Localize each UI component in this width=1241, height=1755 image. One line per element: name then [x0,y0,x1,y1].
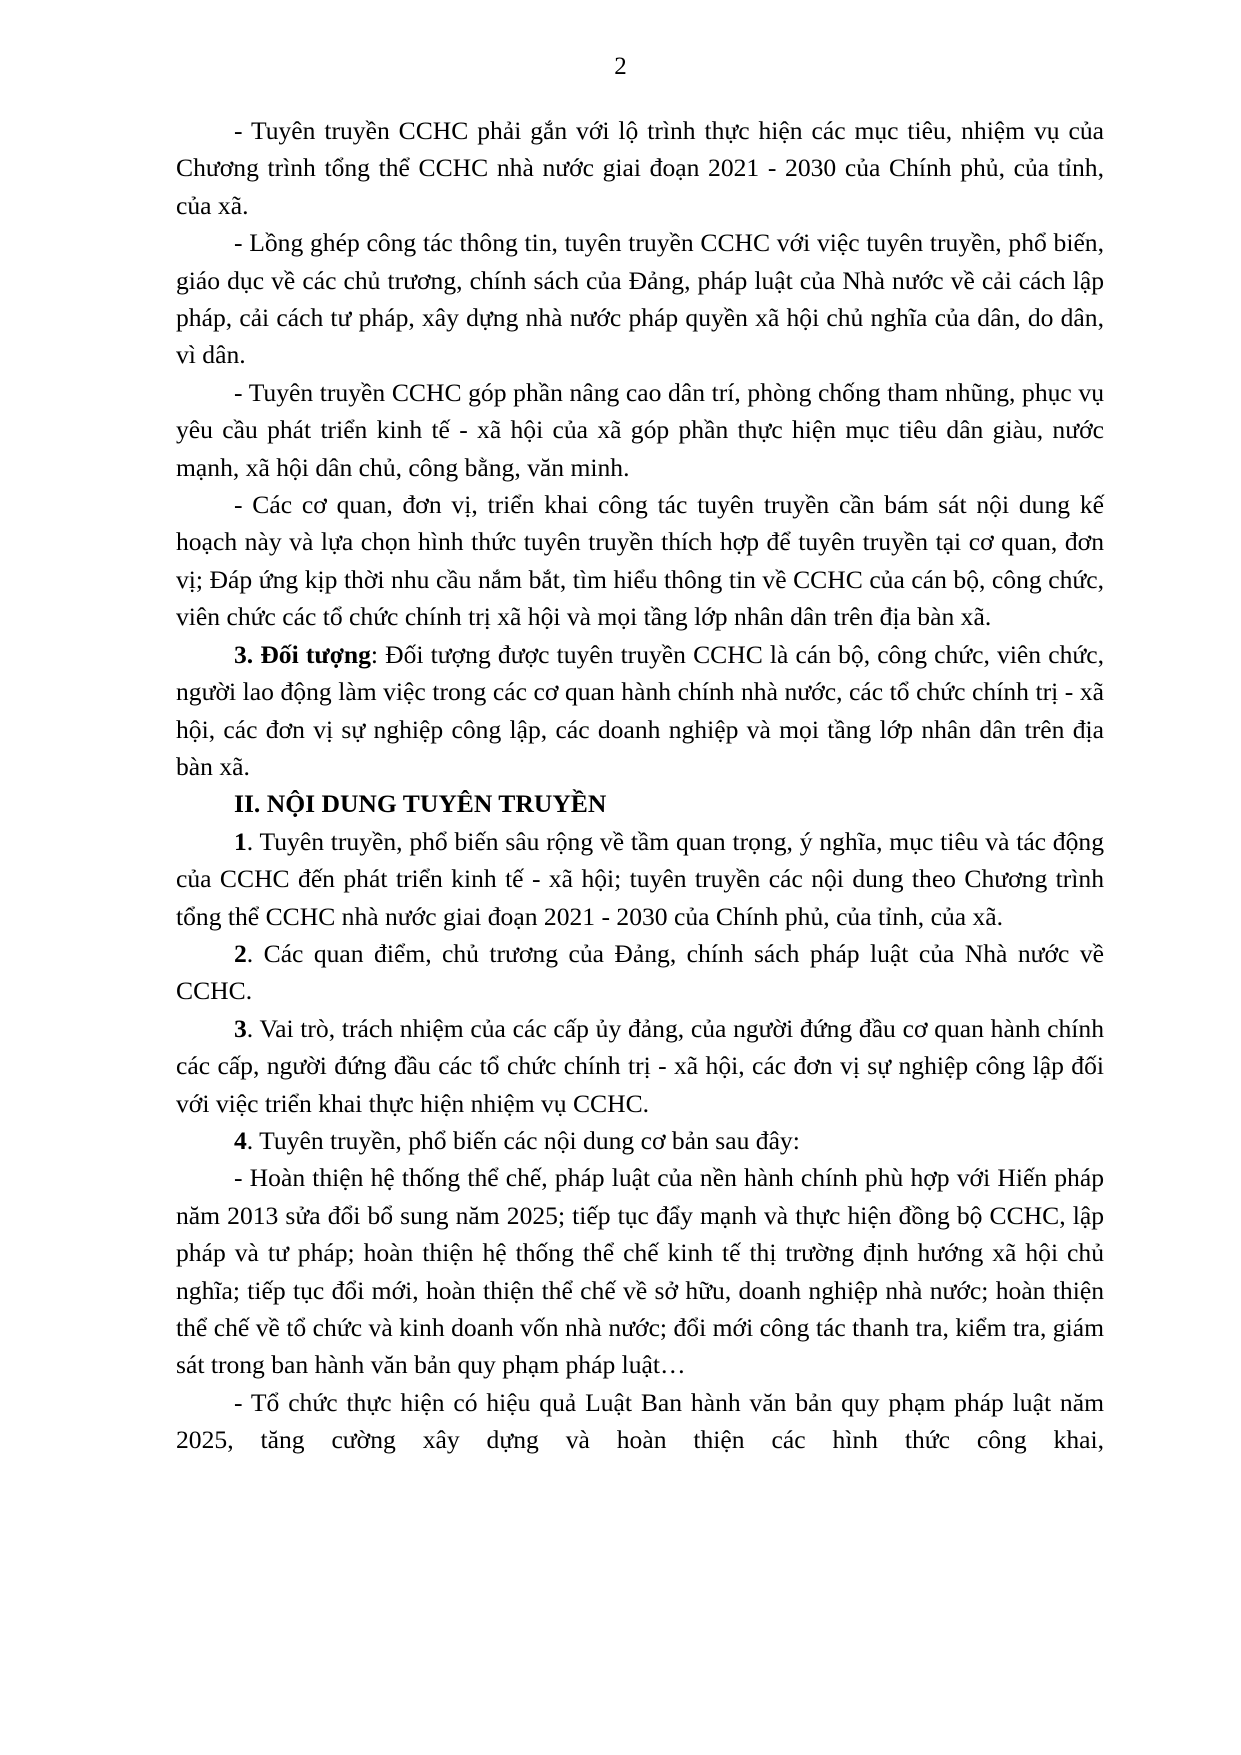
item-number: 1 [234,826,247,856]
numbered-item [176,823,1104,935]
paragraph: - Lồng ghép công tác thông tin, tuyên truyền CCHC với việc tuyên truyền, phổ biến, giáo dục về các chủ trương, chính sách của Đảng, pháp luật của Nhà nước về cải cách lập pháp, cải cách tư pháp, xây dựng nhà nước pháp quyền xã hội chủ nghĩa của dân, do dân, vì dân. [176,228,1104,370]
paragraph: - Các cơ quan, đơn vị, triển khai công tác tuyên truyền cần bám sát nội dung kế hoạch này và lựa chọn hình thức tuyên truyền thích hợp để tuyên truyền tại cơ quan, đơn vị; Đáp ứng kịp thời nhu cầu nắm bắt, tìm hiểu thông tin về CCHC của cán bộ, công chức, viên chức các tổ chức chính trị xã hội và mọi tầng lớp nhân dân trên địa bàn xã. [176,490,1104,632]
paragraph-text: : Đối tượng được tuyên truyền CCHC là cán bộ, công chức, viên chức, người lao động làm việc trong các cơ quan hành chính nhà nước, các tổ chức chính trị - xã hội, các đơn vị sự nghiệp công lập, các doanh nghiệp và mọi tầng lớp nhân dân trên địa bàn xã. [176,639,1104,781]
numbered-item [176,1010,1104,1122]
item-text: . Tuyên truyền, phổ biến sâu rộng về tầm quan trọng, ý nghĩa, mục tiêu và tác động của CCHC đến phát triển kinh tế - xã hội; tuyên truyền các nội dung theo Chương trình tổng thể CCHC nhà nước giai đoạn 2021 - 2030 của Chính phủ, của tỉnh, của xã. [176,826,1104,931]
page-number: 2 [614,53,627,80]
section-heading: II. NỘI DUNG TUYÊN TRUYỀN [234,789,607,819]
paragraph: - Tuyên truyền CCHC góp phần nâng cao dân trí, phòng chống tham nhũng, phục vụ yêu cầu phát triển kinh tế - xã hội của xã góp phần thực hiện mục tiêu dân giàu, nước mạnh, xã hội dân chủ, công bằng, văn minh. [176,377,1104,482]
item-number: 2 [234,938,247,968]
paragraph-target-audience [176,636,1104,786]
item-text: . Tuyên truyền, phổ biến các nội dung cơ bản sau đây: [246,1125,800,1155]
item-text: . Các quan điểm, chủ trương của Đảng, chính sách pháp luật của Nhà nước về CCHC. [176,938,1104,1006]
item-number: 3 [234,1013,247,1043]
item-text: . Vai trò, trách nhiệm của các cấp ủy đảng, của người đứng đầu cơ quan hành chính các cấp, người đứng đầu các tổ chức chính trị - xã hội, các đơn vị sự nghiệp công lập đối với việc triển khai thực hiện nhiệm vụ CCHC. [176,1013,1104,1118]
numbered-item [176,1122,1104,1159]
item-number: 4 [234,1125,247,1155]
sub-item: - Tổ chức thực hiện có hiệu quả Luật Ban hành văn bản quy phạm pháp luật năm 2025, tăng cường xây dựng và hoàn thiện các hình thức công khai, [176,1387,1104,1455]
paragraph-lead: 3. Đối tượng [234,639,371,669]
paragraph: - Tuyên truyền CCHC phải gắn với lộ trình thực hiện các mục tiêu, nhiệm vụ của Chương trình tổng thể CCHC nhà nước giai đoạn 2021 - 2030 của Chính phủ, của tỉnh, của xã. [176,116,1104,220]
numbered-item [176,935,1104,1010]
sub-item: - Hoàn thiện hệ thống thể chế, pháp luật của nền hành chính phù hợp với Hiến pháp năm 2013 sửa đổi bổ sung năm 2025; tiếp tục đẩy mạnh và thực hiện đồng bộ CCHC, lập pháp và tư pháp; hoàn thiện hệ thống thể chế kinh tế thị trường định hướng xã hội chủ nghĩa; tiếp tục đổi mới, hoàn thiện thể chế về sở hữu, doanh nghiệp nhà nước; hoàn thiện thể chế về tổ chức và kinh doanh vốn nhà nước; đổi mới công tác thanh tra, kiểm tra, giám sát trong ban hành văn bản quy phạm pháp luật… [176,1163,1104,1380]
document-body [176,112,1104,1459]
